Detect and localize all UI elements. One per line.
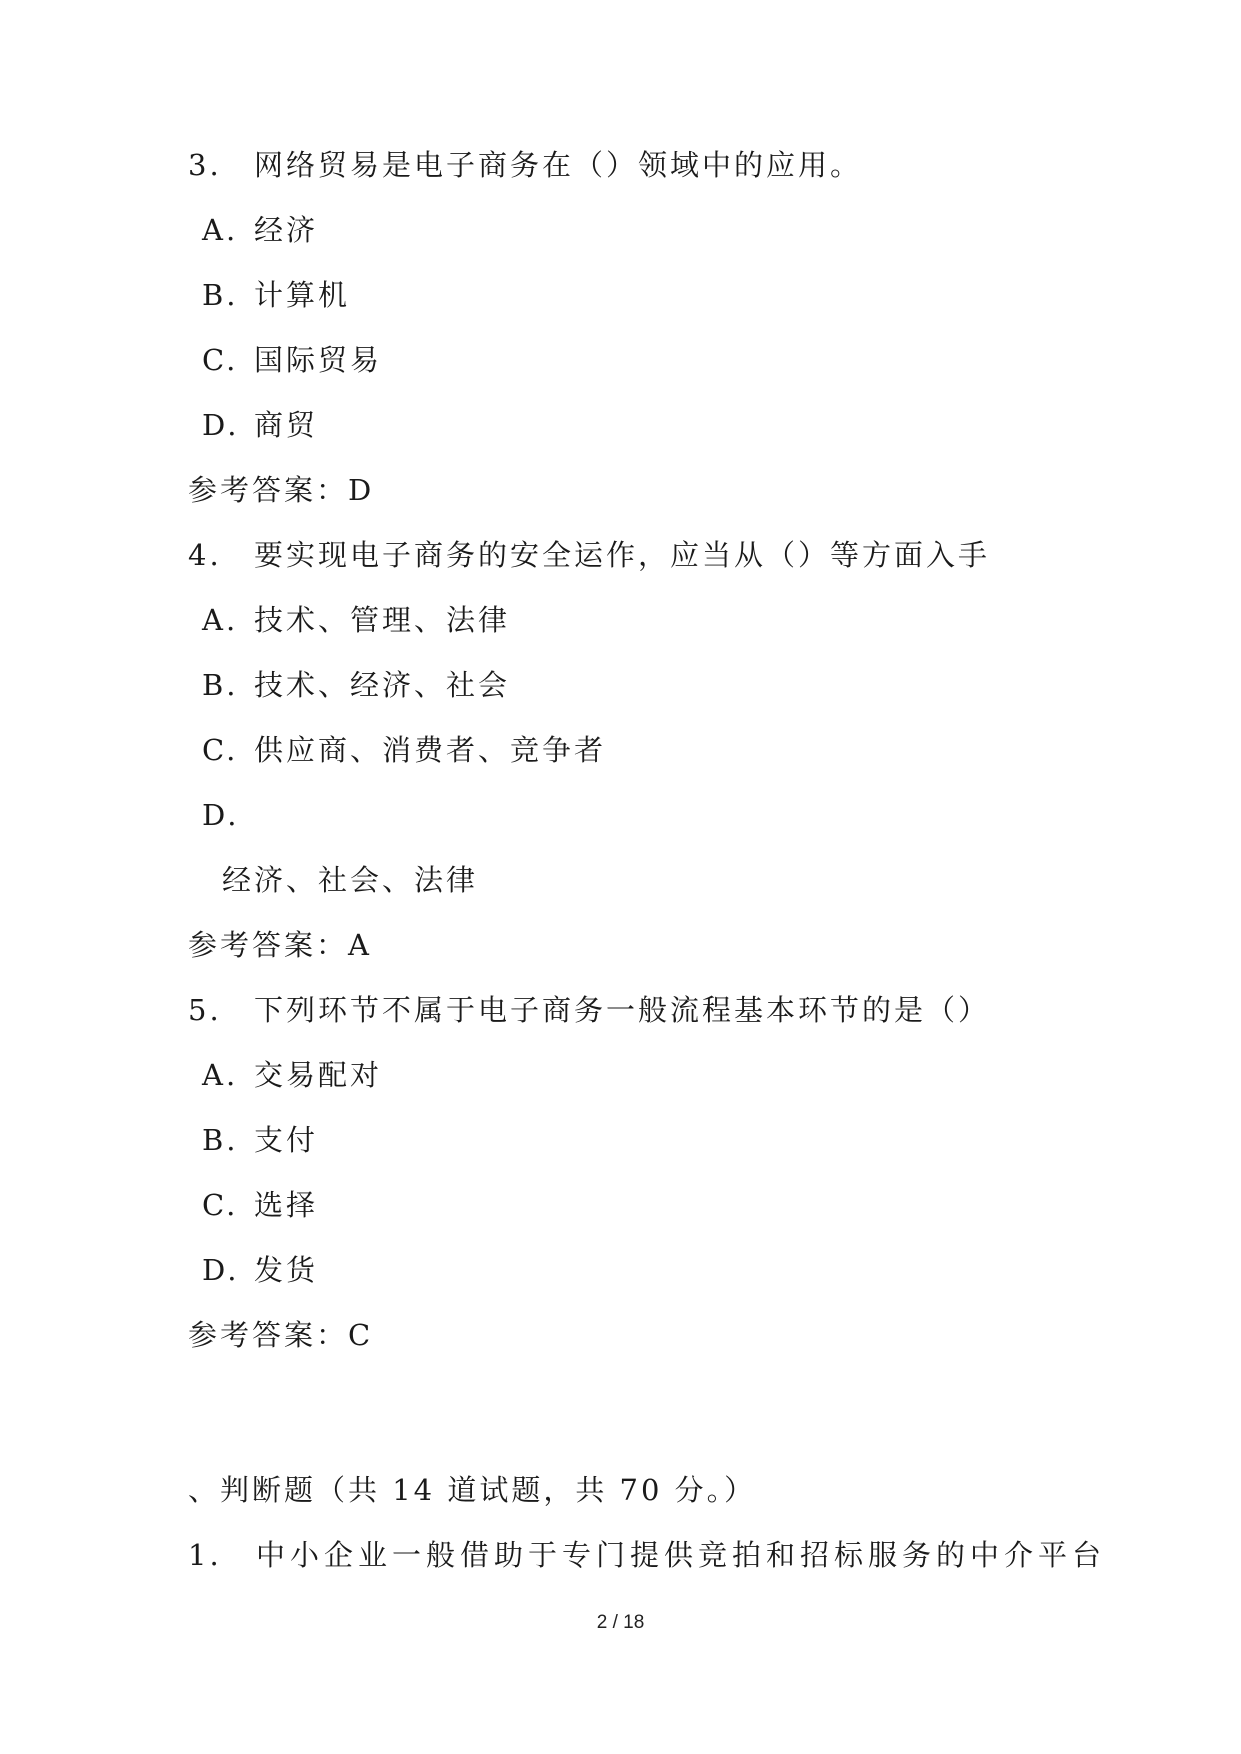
answer: 参考答案：C (188, 1318, 374, 1352)
option-letter: A. (202, 213, 239, 247)
option-letter: A. (202, 1058, 239, 1092)
option-letter: D. (202, 408, 240, 442)
option-text: 商贸 (254, 408, 319, 442)
question-text: 要实现电子商务的安全运作，应当从（）等方面入手 (254, 538, 991, 572)
option-text: 计算机 (254, 278, 351, 312)
answer: 参考答案：D (188, 473, 375, 507)
option-letter: B. (202, 278, 239, 312)
option-d-text: 经济、社会、法律 (222, 863, 479, 897)
question-number: 1. (188, 1538, 222, 1572)
question-text: 网络贸易是电子商务在（）领域中的应用。 (254, 148, 863, 182)
option-text: 发货 (254, 1253, 319, 1287)
option-text: 国际贸易 (254, 343, 383, 377)
answer: 参考答案：A (188, 928, 372, 962)
option-letter: D. (202, 1253, 240, 1287)
question-number: 3. (188, 148, 222, 182)
page-number: 2 / 18 (596, 1612, 645, 1633)
option-text: 技术、管理、法律 (254, 603, 511, 637)
option-letter: B. (202, 1123, 239, 1157)
option-text: 经济 (254, 213, 319, 247)
option-text: 选择 (254, 1188, 319, 1222)
option-text: 技术、经济、社会 (254, 668, 511, 702)
section-header: 、判断题（共 14 道试题，共 70 分。） (188, 1473, 757, 1507)
question-number: 5. (188, 993, 222, 1027)
option-letter: C. (202, 343, 239, 377)
option-text: 支付 (254, 1123, 319, 1157)
question-number: 4. (188, 538, 222, 572)
option-text: 交易配对 (254, 1058, 383, 1092)
question-text: 下列环节不属于电子商务一般流程基本环节的是（） (254, 993, 991, 1027)
option-letter: D. (202, 798, 240, 832)
option-letter: B. (202, 668, 239, 702)
option-letter: C. (202, 1188, 239, 1222)
option-text: 供应商、消费者、竞争者 (254, 733, 607, 767)
option-letter: C. (202, 733, 239, 767)
question-text: 中小企业一般借助于专门提供竞拍和招标服务的中介平台 (256, 1538, 1107, 1572)
option-letter: A. (202, 603, 239, 637)
